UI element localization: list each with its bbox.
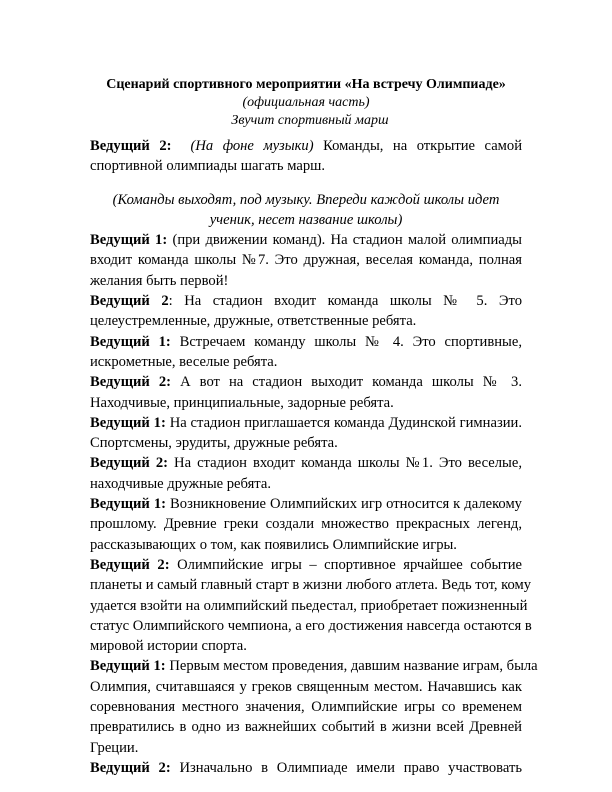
paragraph-line: Олимпия, считавшаяся у греков священным местом. Начавшись как: [90, 678, 522, 695]
stage-line: (Команды выходят, под музыку. Впереди каждой школы идет: [112, 191, 500, 208]
paragraph-line: спортивной олимпиады шагать марш.: [90, 158, 326, 175]
line-text: Первым местом проведения, давшим название играм, была: [169, 658, 538, 675]
paragraph-line: [90, 291, 522, 311]
paragraph-line: [90, 555, 522, 575]
paragraph-line: желания быть первой!: [90, 272, 229, 289]
speaker-label: Ведущий 2:: [90, 138, 172, 154]
script-paragraph: [90, 494, 522, 555]
paragraph-line: искрометные, веселые ребята.: [90, 353, 278, 370]
speaker-label: Ведущий 1:: [90, 496, 167, 513]
paragraph-line: удается взойти на олимпийский пьедестал, приобретает пожизненный: [90, 597, 528, 614]
paragraph-line: Спортсмены, эрудиты, дружные ребята.: [90, 435, 338, 452]
line-text: На стадион приглашается команда Дудинской гимназии.: [169, 414, 522, 431]
line-text: : На стадион входит команда школы № 5. Это: [168, 293, 522, 310]
subtitle-sports-march: Звучит спортивный марш: [231, 113, 389, 128]
paragraph-line: [90, 453, 522, 473]
paragraph-line: входит команда школы №7. Это дружная, веселая команда, полная: [90, 252, 522, 269]
speaker-label: Ведущий 2:: [90, 759, 171, 776]
speaker-label: Ведущий 1:: [90, 658, 166, 675]
speaker-label: Ведущий 1:: [90, 232, 168, 249]
paragraph-line: мировой истории спорта.: [90, 638, 247, 655]
stage-line: ученик, несет название школы): [209, 211, 403, 228]
paragraph-line: Греции.: [90, 739, 139, 756]
script-paragraph: [90, 453, 522, 494]
speaker-label: Ведущий 2:: [90, 556, 170, 573]
paragraph-line: [90, 758, 522, 778]
script-paragraph: [90, 758, 522, 778]
paragraph-line: Находчивые, принципиальные, задорные ребята.: [90, 394, 394, 411]
paragraph-line: прошлому. Древние греки создали множество прекрасных легенд,: [90, 516, 522, 533]
script-paragraph: [90, 332, 522, 373]
paragraph-line: [90, 332, 522, 352]
line-text: На стадион входит команда школы №1. Это веселые,: [174, 455, 522, 472]
speaker-label: Ведущий 2:: [90, 455, 169, 472]
script-paragraph: [90, 372, 522, 413]
script-paragraph: [90, 291, 522, 332]
paragraph-line: находчивые дружные ребята.: [90, 475, 271, 492]
script-body: [90, 136, 538, 778]
script-paragraph: [90, 656, 538, 757]
paragraph-line: [90, 494, 522, 514]
speaker-label: Ведущий 1:: [90, 333, 171, 350]
document-title: Сценарий спортивного мероприятии «На встречу Олимпиаде»: [106, 77, 506, 92]
paragraph-line: [90, 656, 538, 676]
line-text: А вот на стадион выходит команда школы № 3.: [180, 374, 522, 391]
speaker-label: Ведущий 2:: [90, 374, 172, 391]
paragraph-line: статус Олимпийского чемпиона, а его достижения навсегда остаются в: [90, 617, 532, 634]
paragraph-line: соревнования местного значения, Олимпийские игры со временем: [90, 699, 522, 716]
script-paragraph: [90, 136, 522, 177]
line-text: (при движении команд). На стадион малой олимпиады: [172, 232, 522, 249]
line-text: Олимпийские игры – спортивное ярчайшее событие: [177, 556, 522, 573]
line-text: Изначально в Олимпиаде имели право участвовать: [179, 759, 522, 776]
script-paragraph: [90, 555, 532, 656]
script-paragraph: [90, 230, 522, 291]
speaker-label: Ведущий 2: [90, 293, 169, 310]
paragraph-line: рассказывающих о том, как появились Олимпийские игры.: [90, 536, 457, 553]
paragraph-line: [90, 230, 522, 250]
stage-direction: [90, 190, 522, 231]
paragraph-line: планеты и самый главный старт в жизни любого атлета. Ведь тот, кому: [90, 577, 532, 594]
stage-note: (На фоне музыки): [190, 138, 314, 154]
line-text: Встречаем команду школы № 4. Это спортивные,: [179, 333, 522, 350]
line-text: Возникновение Олимпийских игр относится к далекому: [170, 496, 522, 513]
line-text: Команды, на открытие самой: [323, 138, 523, 154]
paragraph-line: [90, 372, 522, 392]
script-paragraph: [90, 413, 522, 454]
paragraph-line: превратились в одно из важнейших событий в жизни всей Древней: [90, 719, 522, 736]
speaker-label: Ведущий 1:: [90, 414, 166, 431]
paragraph-line: целеустремленные, дружные, ответственные ребята.: [90, 313, 417, 330]
paragraph-line: [90, 413, 522, 433]
paragraph-line: [90, 136, 522, 156]
subtitle-official-part: (официальная часть): [242, 95, 370, 110]
